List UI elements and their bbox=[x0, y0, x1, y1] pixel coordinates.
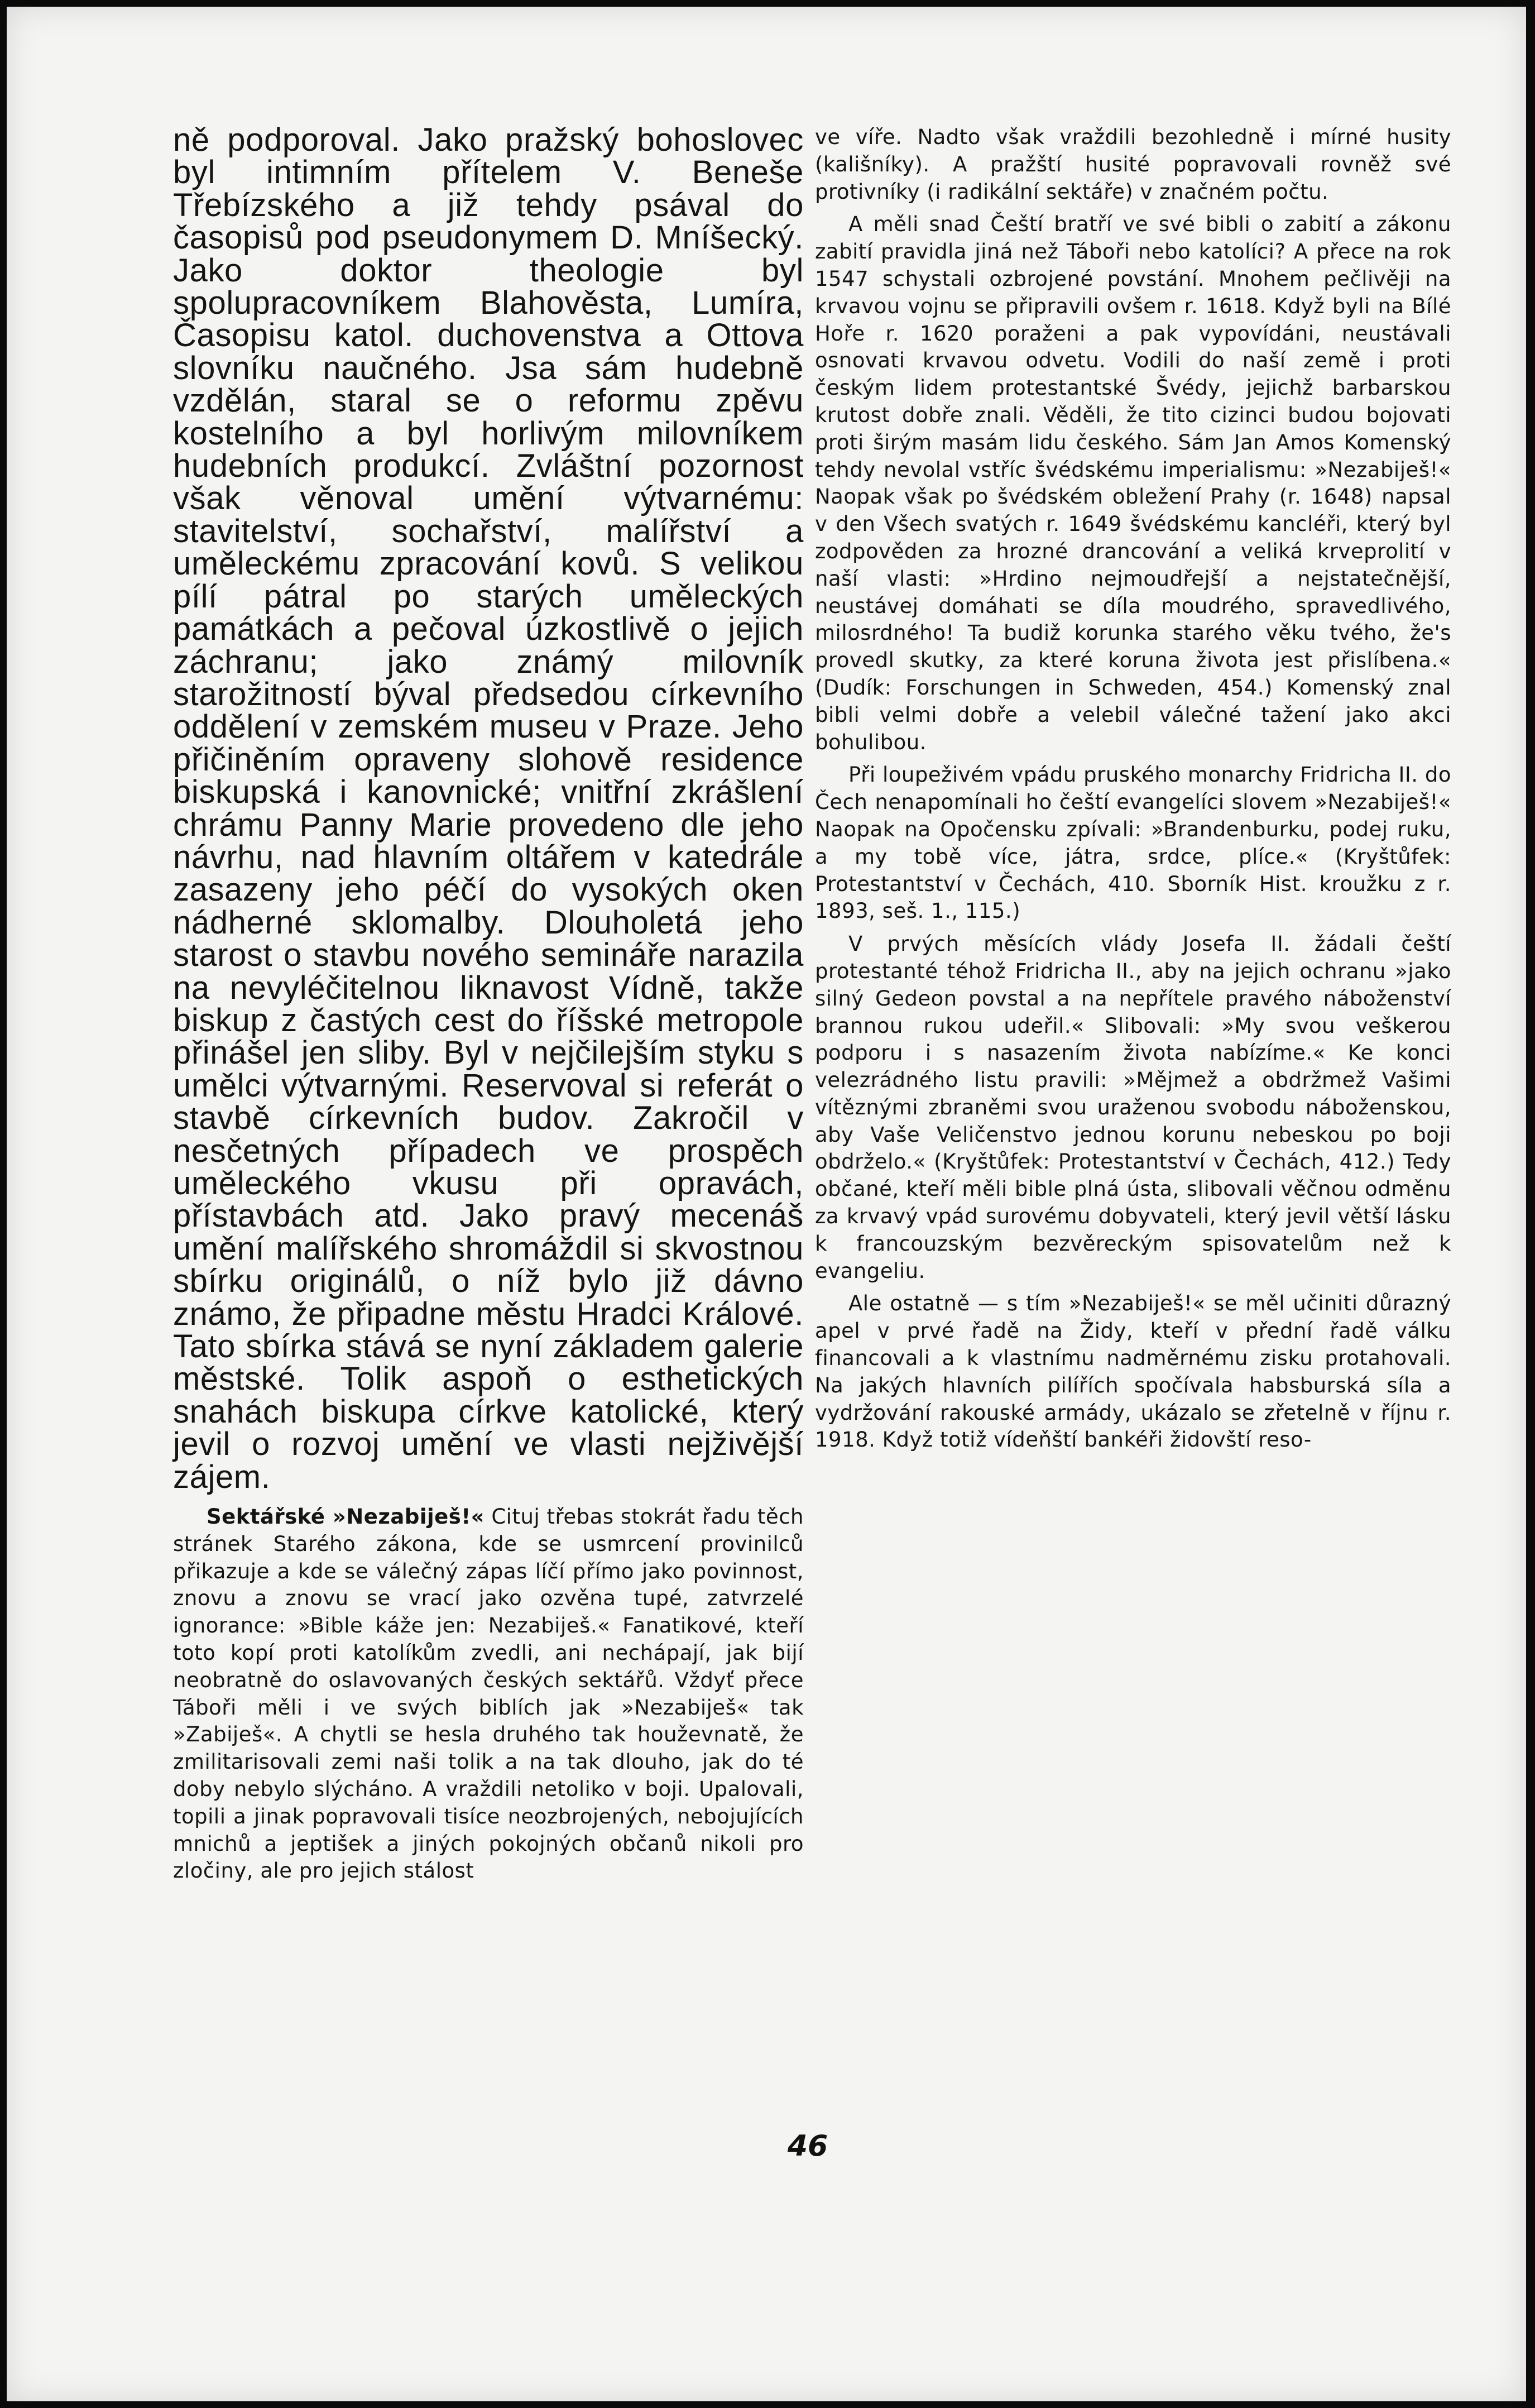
biography-paragraph: ně podporoval. Jako pražský bohoslovec byl intimním přítelem V. Beneše Třebízského a již tehdy psával do časopisů pod pseudonymem D. Mníšecký. Jako doktor theologie byl spolupracovníkem Blahověsta, Lumíra, Časopisu katol. duchovenstva a Ottova slovníku naučného. Jsa sám hudebně vzdělán, staral se o reformu zpěvu kostelního a byl horlivým milovníkem hudebních produkcí. Zvláštní pozornost však věnoval umění výtvarnému: stavitelství, sochařství, malířství a uměleckému zpracování kovů. S velikou pílí pátral po starých uměleckých památkách a pečoval úzkostlivě o jejich záchranu; jako známý milovník starožitností býval předsedou církevního oddělení v zemském museu v Praze. Jeho přičiněním opraveny slohově residence biskupská i kanovnické; vnitřní zkrášlení chrámu Panny Marie provedeno dle jeho návrhu, nad hlavním oltářem v katedrále zasazeny jeho péčí do vysokých oken nádherné sklomalby. Dlouholetá jeho starost o stavbu nového semináře narazila na nevyléčitelnou liknavost Vídně, takže biskup z častých cest do říšské metropole přinášel jen sliby. Byl v nejčilejším styku s umělci výtvarnými. Reservoval si referát o stavbě církevních budov. Zakročil v nesčetných případech ve prospěch uměleckého vkusu při opravách, přístavbách atd. Jako pravý mecenáš umění malířského shromáždil si skvostnou sbírku originálů, o níž bylo již dávno známo, že připadne městu Hradci Králové. Tato sbírka stává se nyní základem galerie městské. Tolik aspoň o esthetických snahách biskupa církve katolické, který jevil o rozvoj umění ve vlasti nejživější zájem. bbox=[173, 122, 804, 1495]
right-paragraph-5: Ale ostatně — s tím »Nezabiješ!« se měl učiniti důrazný apel v prvé řadě na Židy, kteří v přední řadě válku financovali a k vlastnímu nadměrnému zisku protahovali. Na jakých hlavních pilířích spočívala habsburská síla a vydržování rakouské armády, ukázalo se zřetelně v říjnu r. 1918. Když totiž vídeňští bankéři židovští reso- bbox=[815, 1291, 1451, 1452]
left-column bbox=[173, 124, 804, 1885]
right-paragraph-2: A měli snad Čeští bratří ve své bibli o zabití a zákonu zabití pravidla jiná než Táboři nebo katolíci? A přece na rok 1547 schystali ozbrojené povstání. Mnohem pečlivěji na krvavou vojnu se připravili ovšem r. 1618. Když byli na Bílé Hoře r. 1620 poraženi a pak vypovídáni, neustávali osnovati krvavou odvetu. Vodili do naší země i proti českým lidem protestantské Švédy, jejichž barbarskou krutost dobře znali. Věděli, že tito cizinci budou bojovati proti širým masám lidu českého. Sám Jan Amos Komenský tehdy nevolal vstříc švédskému imperialismu: »Nezabiješ!« Naopak však po švédském obležení Prahy (r. 1648) napsal v den Všech svatých r. 1649 švédskému kancléři, který byl zodpověden za hrozné drancování a veliká krveprolití v naší vlasti: »Hrdino nejmoudřejší a nejstatečnější, neustávej domáhati se díla moudrého, spravedlivého, milosrdného! Ta budiž korunka starého věku tvého, že's provedl skutky, za které koruna života jest přislíbena.« (Dudík: Forschungen in Schweden, 454.) Komenský znal bibli velmi dobře a velebil válečné tažení jako akci bohulibou. bbox=[815, 212, 1451, 754]
right-paragraph-3: Při loupeživém vpádu pruského monarchy Fridricha II. do Čech nenapomínali ho čeští evangelíci slovem »Nezabiješ!« Naopak na Opočensku zpívali: »Brandenburku, podej ruku, a my tobě více, játra, srdce, plíce.« (Kryštůfek: Protestantství v Čechách, 410. Sborník Hist. kroužku z r. 1893, seš. 1., 115.) bbox=[815, 763, 1451, 923]
section-nezabijes bbox=[173, 1504, 804, 1885]
section-heading: Sektářské »Nezabiješ!« bbox=[207, 1505, 485, 1529]
right-column bbox=[815, 124, 1451, 1454]
page-number: 46 bbox=[787, 2129, 828, 2163]
section-text: Cituj třebas stokrát řadu těch stránek Starého zákona, kde se usmrcení provinilců přikazuje a kde se válečný zápas líčí přímo jako povinnost, znovu a znovu se vrací jako ozvěna tupé, zatvrzelé ignorance: »Bible káže jen: Nezabiješ.« Fanatikové, kteří toto kopí proti katolíkům zvedli, ani nechápají, jak bijí neobratně do oslavovaných českých sektářů. Vždyť přece Táboři měli i ve svých biblích jak »Nezabiješ« tak »Zabiješ«. A chytli se hesla druhého tak houževnatě, že zmilitarisovali zemi naši tolik a na tak dlouho, jak do té doby nebylo slýcháno. A vraždili netoliko v boji. Upalovali, topili a jinak popravovali tisíce neozbrojených, nebojujících mnichů a jeptišek a jiných pokojných občanů nikoli pro zločiny, ale pro jejich stálost bbox=[173, 1505, 804, 1883]
scanned-page bbox=[7, 7, 1526, 2401]
right-paragraph-1: ve víře. Nadto však vraždili bezohledně i mírné husity (kališníky). A pražští husité popravovali rovněž své protivníky (i radikální sektáře) v značném počtu. bbox=[815, 125, 1451, 204]
right-paragraph-4: V prvých měsících vlády Josefa II. žádali čeští protestanté téhož Fridricha II., aby na jejich ochranu »jako silný Gedeon povstal a na nepřítele pravého náboženství brannou rukou udeřil.« Slibovali: »My svou veškerou podporu i s nasazením života nabízíme.« Ke konci velezrádného listu pravili: »Mějmež a obdržmež Vašimi vítěznými zbraněmi svou uraženou svobodu náboženskou, aby Vaše Veličenstvo jednou korunu nebeskou po boji obdrželo.« (Kryštůfek: Protestantství v Čechách, 412.) Tedy občané, kteří měli bible plná ústa, slibovali věčnou odměnu za krvavý vpád surovému dobyvateli, který jevil větší lásku k francouzským bezvěreckým spisovatelům než k evangeliu. bbox=[815, 932, 1451, 1283]
